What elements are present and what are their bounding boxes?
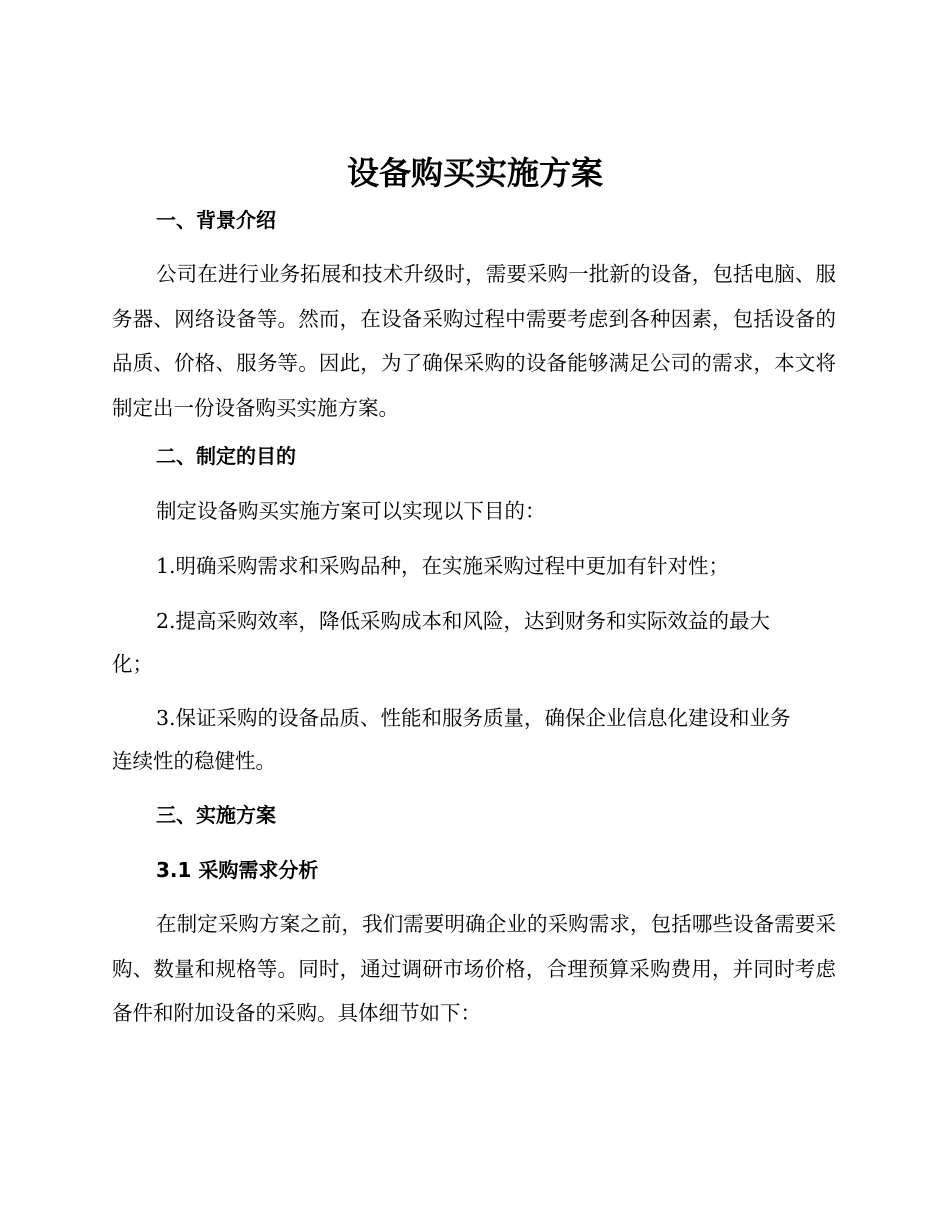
section-heading-purpose: 二、制定的目的 (156, 444, 296, 468)
purpose-item-2-line-1: 2.提高采购效率，降低采购成本和风险，达到财务和实际效益的最大 (156, 609, 771, 633)
purpose-intro: 制定设备购买实施方案可以实现以下目的： (156, 499, 546, 523)
purpose-item-2-line-2: 化； (112, 652, 153, 676)
purpose-item-3-line-2: 连续性的稳健性。 (112, 749, 276, 773)
document-title: 设备购买实施方案 (346, 154, 603, 192)
subsection-heading-demand-analysis: 3.1 采购需求分析 (156, 858, 319, 882)
background-paragraph: 公司在进行业务拓展和技术升级时，需要采购一批新的设备，包括电脑、服务器、网络设备等。然而，在设备采购过程中需要考虑到各种因素，包括设备的品质、价格、服务等。因此，为了确保采购的设备能够满足公司的需求，本文将制定出一份设备购买实施方案。 (112, 262, 836, 420)
section-heading-background: 一、背景介绍 (156, 208, 276, 232)
section-heading-plan: 三、实施方案 (156, 803, 276, 827)
purpose-item-3-line-1: 3.保证采购的设备品质、性能和服务质量，确保企业信息化建设和业务 (156, 706, 791, 730)
demand-analysis-paragraph: 在制定采购方案之前，我们需要明确企业的采购需求，包括哪些设备需要采购、数量和规格等。同时，通过调研市场价格，合理预算采购费用，并同时考虑备件和附加设备的采购。具体细节如下： (112, 912, 836, 1025)
purpose-item-1: 1.明确采购需求和采购品种，在实施采购过程中更加有针对性； (156, 554, 730, 578)
